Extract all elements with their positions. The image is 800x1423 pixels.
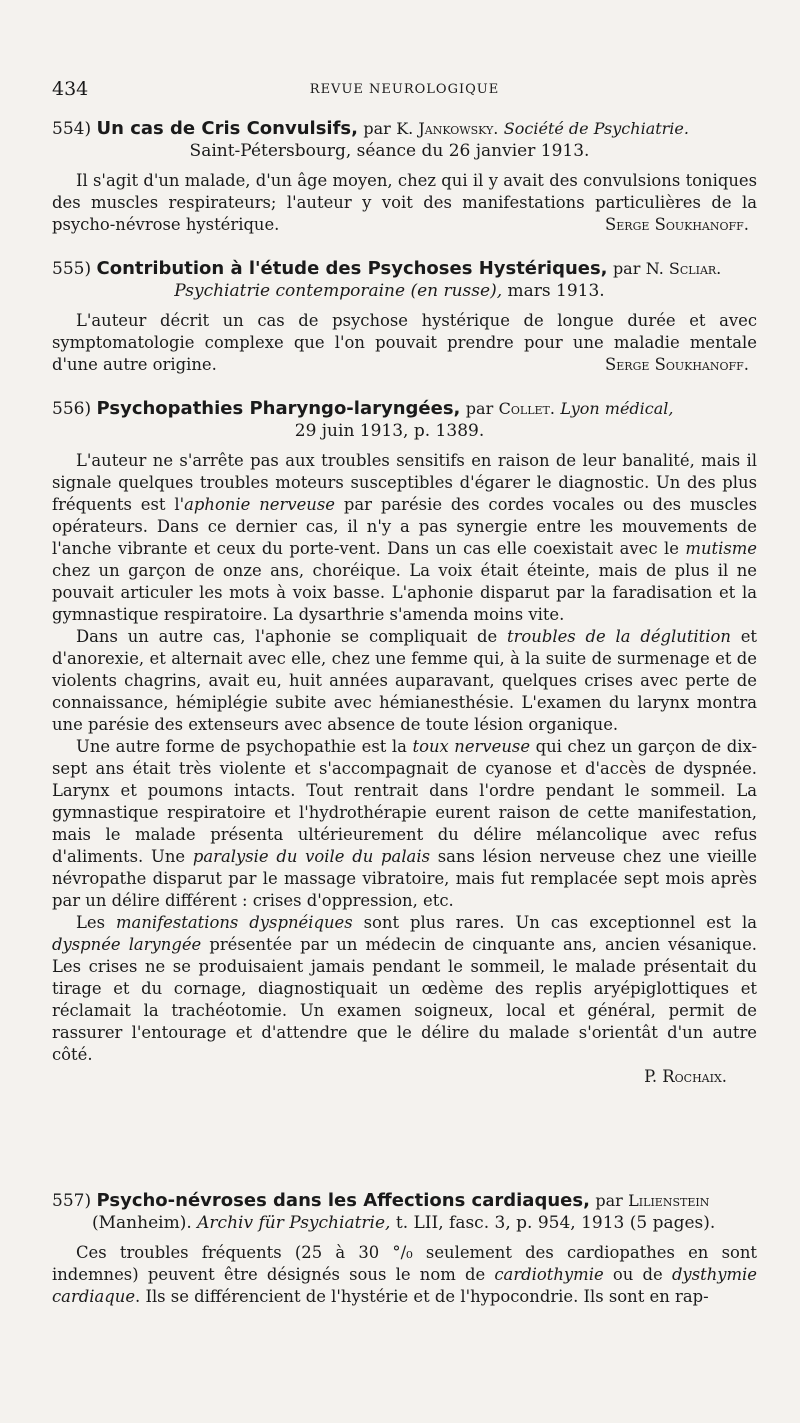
article-paragraph: Ces troubles fréquents (25 à 30 °/₀ seulement des cardiopathes en sont indemnes) peuvent être désignés sous le nom de cardiothymie ou de dysthymie cardiaque. Ils se différencient de l'hystérie et de l'hypocondrie. Ils sont en rap- [52,1243,757,1306]
article-author: Lilienstein [628,1191,710,1210]
article-signature: Serge Soukhanoff. [605,355,749,374]
article-signature: Serge Soukhanoff. [605,215,749,234]
article-paragraph: Les manifestations dyspnéiques sont plus rares. Un cas exceptionnel est la dyspnée laryngée présentée par un médecin de cinquante ans, ancien vésanique. Les crises ne se produisaient jamais pendant le sommeil, le malade présentait du tirage et du cornage, diagnostiquait un œdème des replis aryépiglottiques et réclamait la trachéotomie. Un examen soigneux, local et général, permit de rassurer l'entourage et d'attendre que le délire du malade s'orientât d'un autre côté. [52,913,757,1064]
article-paragraph: Une autre forme de psychopathie est la toux nerveuse qui chez un garçon de dix-sept ans était très violente et s'accompagnait de cyanose et d'accès de dyspnée. Larynx et poumons intacts. Tout rentrait dans l'ordre pendant le sommeil. La gymnastique respiratoire et l'hydrothérapie eurent raison de cette manifestation, mais le malade présenta ultérieurement du délire mélancolique avec refus d'aliments. Une paralysie du voile du palais sans lésion nerveuse chez une vieille névropathe disparut par le massage vibratoire, mais fut remplacée sept mois après par un délire différent : crises d'oppression, etc. [52,737,757,910]
article-source-detail: Psychiatrie contemporaine (en russe), mars 1913. [174,281,605,301]
article-555 [52,258,757,376]
article-source-detail: 29 juin 1913, p. 1389. [294,421,485,441]
page-number: 434 [52,78,89,100]
article-556 [52,398,757,1088]
article-heading: 556) Psychopathies Pharyngo-laryngées, par Collet. Lyon médical, 29 juin 1913, p. 1389. [52,398,757,442]
article-paragraph: L'auteur décrit un cas de psychose hystérique de longue durée et avec symptomatologie complexe que l'on pouvait prendre pour une maladie mentale d'une autre origine. Serge Soukhanoff. [52,311,757,374]
article-title: Un cas de Cris Convulsifs, [96,118,358,139]
article-source-detail: Saint-Pétersbourg, séance du 26 janvier 1913. [189,141,590,161]
article-heading: 555) Contribution à l'étude des Psychoses Hystériques, par N. Scliar. Psychiatrie contemporaine (en russe), mars 1913. [52,258,757,302]
article-paragraph: Dans un autre cas, l'aphonie se compliquait de troubles de la déglutition et d'anorexie, et alternait avec elle, chez une femme qui, à la suite de surmenage et de violents chagrins, avait eu, huit années auparavant, quelques crises avec perte de connaissance, hémiplégie subite avec hémianesthésie. L'examen du larynx montra une parésie des extenseurs avec absence de toute lésion organique. [52,627,758,734]
article-author: Collet. [498,399,555,418]
article-title: Psycho-névroses dans les Affections cardiaques, [96,1190,590,1211]
article-signature: P. Rochaix. [644,1067,727,1086]
running-title: REVUE NEUROLOGIQUE [309,82,500,97]
article-heading: 554) Un cas de Cris Convulsifs, par K. Jankowsky. Société de Psychiatrie. Saint-Pétersbourg, séance du 26 janvier 1913. [52,118,757,162]
article-author: N. Scliar. [645,259,722,278]
article-paragraph: L'auteur ne s'arrête pas aux troubles sensitifs en raison de leur banalité, mais il signale quelques troubles moteurs susceptibles d'égarer le diagnostic. Un des plus fréquents est l'aphonie nerveuse par parésie des cordes vocales ou des muscles opérateurs. Dans ce dernier cas, il n'y a pas synergie entre les mouvements de l'anche vibrante et ceux du porte-vent. Dans un cas elle coexistait avec le mutisme chez un garçon de onze ans, choréique. La voix était éteinte, mais de plus il ne pouvait articuler les mots à voix basse. L'aphonie disparut par la faradisation et la gymnastique respiratoire. La dysarthrie s'amenda moins vite. [52,451,757,624]
article-heading: 557) Psycho-névroses dans les Affections cardiaques, par Lilienstein (Manheim). Archiv für Psychiatrie, t. LII, fasc. 3, p. 954, 1913 (5 pages). [52,1190,757,1234]
article-paragraph: Il s'agit d'un malade, d'un âge moyen, chez qui il y avait des convulsions toniques des muscles respirateurs; l'auteur y voit des manifestations particulières de la psycho-névrose hystérique. Serge Soukhanoff. [52,171,757,234]
article-author: K. Jankowsky. [396,119,499,138]
article-title: Psychopathies Pharyngo-laryngées, [96,398,461,419]
article-557 [52,1190,757,1308]
article-source-detail: (Manheim). Archiv für Psychiatrie, t. LII, fasc. 3, p. 954, 1913 (5 pages). [92,1213,716,1233]
article-554 [52,118,757,236]
article-title: Contribution à l'étude des Psychoses Hystériques, [96,258,608,279]
running-header [52,78,757,102]
article-source: Société de Psychiatrie. [503,119,689,138]
article-source: Lyon médical, [560,399,674,418]
